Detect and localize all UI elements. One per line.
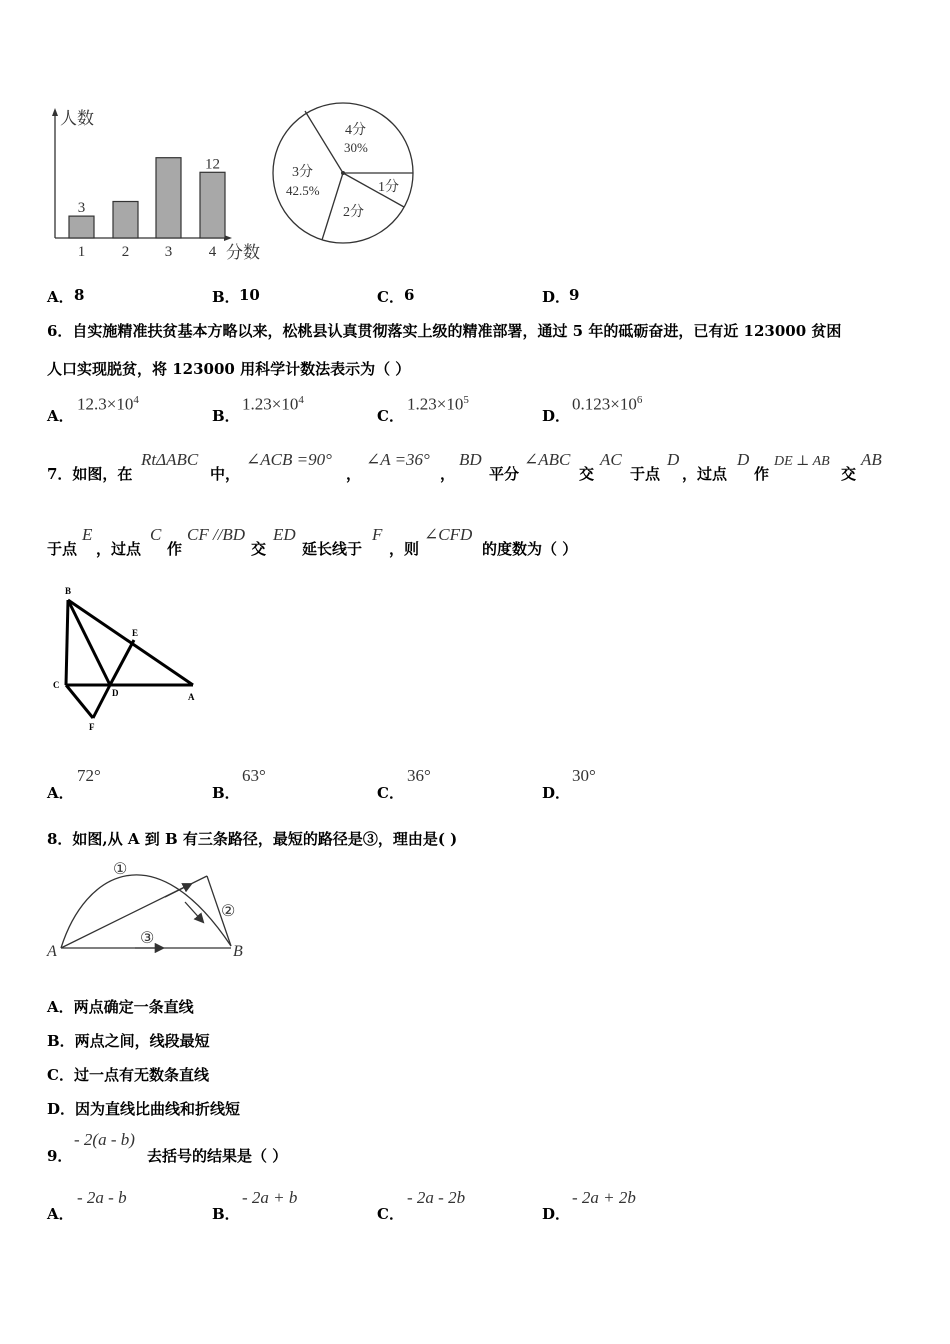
label-A: A	[188, 692, 195, 702]
q6-option-value	[242, 394, 304, 415]
label-A: A	[47, 943, 57, 960]
q9-option-value: - 2a + b	[242, 1188, 298, 1207]
pie-label-1: 1分	[378, 180, 399, 195]
q7-text-t1: 7．如图，在	[47, 465, 133, 483]
q7-option-label: C．	[377, 784, 404, 802]
bar-4	[200, 172, 225, 238]
tick-label-1: 1	[77, 244, 86, 260]
q7-text-t17: 的度数为（ ）	[482, 540, 578, 558]
data-label-1: 3	[77, 200, 86, 217]
q6-option-exp: 4	[298, 394, 304, 406]
q6-option-base: 12.3×10	[77, 394, 134, 414]
pie-label-2: 2分	[343, 205, 364, 220]
q8-option-a: A．两点确定一条直线	[47, 998, 194, 1016]
q7-text-t11: 于点	[47, 540, 78, 558]
q7-math-m11: E	[82, 525, 93, 544]
q7-text-t9: 作	[754, 465, 770, 483]
q6-option-exp: 5	[463, 394, 469, 406]
q7-text-t2: 中，	[210, 465, 241, 483]
q5-pie-chart	[270, 100, 420, 250]
segment-BA	[68, 600, 193, 685]
q7-text-t14: 交	[251, 540, 267, 558]
tick-label-2: 2	[121, 244, 130, 260]
label-F: F	[89, 722, 95, 732]
q5-bar-chart	[40, 100, 270, 270]
label-B: B	[233, 943, 243, 960]
q5-option-value: 10	[239, 286, 260, 304]
q6-line2: 人口实现脱贫，将 123000 用科学计数法表示为（ ）	[47, 360, 411, 378]
q7-math-m12: C	[150, 525, 162, 544]
q7-math-m4: BD	[459, 450, 482, 469]
q6-option-value	[77, 394, 139, 415]
q7-option-value: 72°	[77, 766, 101, 785]
y-axis-label: 人数	[60, 109, 94, 128]
q7-option-value: 36°	[407, 766, 431, 785]
q9-option-label: D．	[542, 1205, 571, 1223]
q6-option-base: 0.123×10	[572, 394, 637, 414]
label-path-1: ①	[113, 861, 128, 878]
pie-label-4: 4分	[345, 123, 366, 138]
q8-figure	[45, 852, 260, 967]
q5-option-label: B．	[212, 288, 240, 306]
q5-option-label: A．	[47, 288, 74, 306]
q5-option-value: 6	[404, 286, 415, 304]
q7-math-m13: CF //BD	[187, 525, 246, 544]
q7-text-t10: 交	[841, 465, 857, 483]
q5-option-value: 9	[569, 286, 580, 304]
q9-option-value: - 2a - b	[77, 1188, 127, 1207]
q6-line1: 6．自实施精准扶贫基本方略以来，松桃县认真贯彻落实上级的精准部署，通过 5 年的砥砺奋进，已有近 123000 贫困	[47, 322, 842, 340]
q7-math-m5: ∠ABC	[524, 450, 571, 469]
q6-option-label: B．	[212, 407, 240, 425]
q6-option-base: 1.23×10	[407, 394, 464, 414]
q9-option-label: B．	[212, 1205, 240, 1223]
bar-1	[69, 216, 94, 238]
q7-text-t13: 作	[167, 540, 183, 558]
q8-option-c: C．过一点有无数条直线	[47, 1066, 209, 1084]
q7-option-label: A．	[47, 784, 74, 802]
q7-option-label: B．	[212, 784, 240, 802]
q7-math-m10: AB	[861, 450, 882, 469]
pie-pct-3: 42.5%	[286, 183, 320, 198]
q6-option-label: A．	[47, 407, 74, 425]
q7-math-m14: ED	[273, 525, 296, 544]
q7-math-m2: ∠ACB =90°	[246, 450, 332, 469]
q6-option-value	[407, 394, 469, 415]
segment-DE	[110, 640, 134, 685]
q7-math-m15: F	[372, 525, 383, 544]
q7-text-t15: 延长线于	[302, 540, 363, 558]
q7-option-value: 30°	[572, 766, 596, 785]
tick-label-3: 3	[164, 244, 173, 260]
pie-pct-4: 30%	[344, 140, 368, 155]
q9-text: 去括号的结果是（ ）	[147, 1147, 288, 1165]
segment-DF	[93, 685, 110, 718]
q7-text-t8: ，过点	[682, 465, 728, 483]
q7-math-m3: ∠A =36°	[366, 450, 430, 469]
q7-math-m7: D	[667, 450, 680, 469]
q9-option-value: - 2a + 2b	[572, 1188, 636, 1207]
q8-option-d: D．因为直线比曲线和折线短	[47, 1100, 241, 1118]
q6-option-value	[572, 394, 642, 415]
q7-text-t7: 于点	[630, 465, 661, 483]
tick-label-4: 4	[208, 244, 217, 260]
q7-math-m9: DE ⊥ AB	[774, 454, 830, 469]
bar-2	[113, 202, 138, 239]
q9-option-value: - 2a - 2b	[407, 1188, 466, 1207]
label-C: C	[53, 680, 60, 690]
q8-option-b: B．两点之间，线段最短	[47, 1032, 210, 1050]
q8-question: 8．如图,从 A 到 B 有三条路径，最短的路径是③，理由是( )	[47, 830, 458, 848]
q7-math-m16: ∠CFD	[424, 525, 473, 544]
pie-label-3: 3分	[292, 165, 313, 180]
q7-text-t5: 平分	[489, 465, 520, 483]
q7-text-t12: ，过点	[96, 540, 142, 558]
q7-option-value: 63°	[242, 766, 266, 785]
label-D: D	[112, 688, 119, 698]
q9-expr: - 2(a - b)	[74, 1130, 135, 1149]
q5-option-label: D．	[542, 288, 571, 306]
q7-text-t3: ，	[346, 465, 362, 483]
label-B: B	[65, 586, 72, 596]
q6-option-exp: 4	[133, 394, 139, 406]
q7-math-m6: AC	[600, 450, 622, 469]
q7-text-t4: ，	[440, 465, 456, 483]
q6-option-base: 1.23×10	[242, 394, 299, 414]
path-1-arrow	[185, 902, 203, 922]
q7-text-t16: ，则	[389, 540, 420, 558]
segment-CF	[66, 685, 93, 718]
q6-option-exp: 6	[636, 394, 643, 406]
q5-option-label: C．	[377, 288, 404, 306]
data-label-4: 12	[205, 156, 220, 173]
q5-option-value: 8	[74, 286, 85, 304]
q9-option-label: C．	[377, 1205, 404, 1223]
label-E: E	[132, 628, 139, 638]
q7-figure	[48, 584, 208, 734]
q7-math-m1: RtΔABC	[141, 450, 199, 469]
x-axis-label: 分数	[226, 243, 260, 262]
q9-option-label: A．	[47, 1205, 74, 1223]
bar-3	[156, 158, 181, 238]
q9-number: 9．	[47, 1147, 73, 1165]
q7-text-t6: 交	[579, 465, 595, 483]
q7-math-m8: D	[737, 450, 750, 469]
label-path-3: ③	[140, 930, 155, 947]
label-path-2: ②	[221, 903, 236, 920]
q6-option-label: C．	[377, 407, 404, 425]
q6-option-label: D．	[542, 407, 571, 425]
segment-BC	[66, 600, 68, 685]
q7-option-label: D．	[542, 784, 571, 802]
